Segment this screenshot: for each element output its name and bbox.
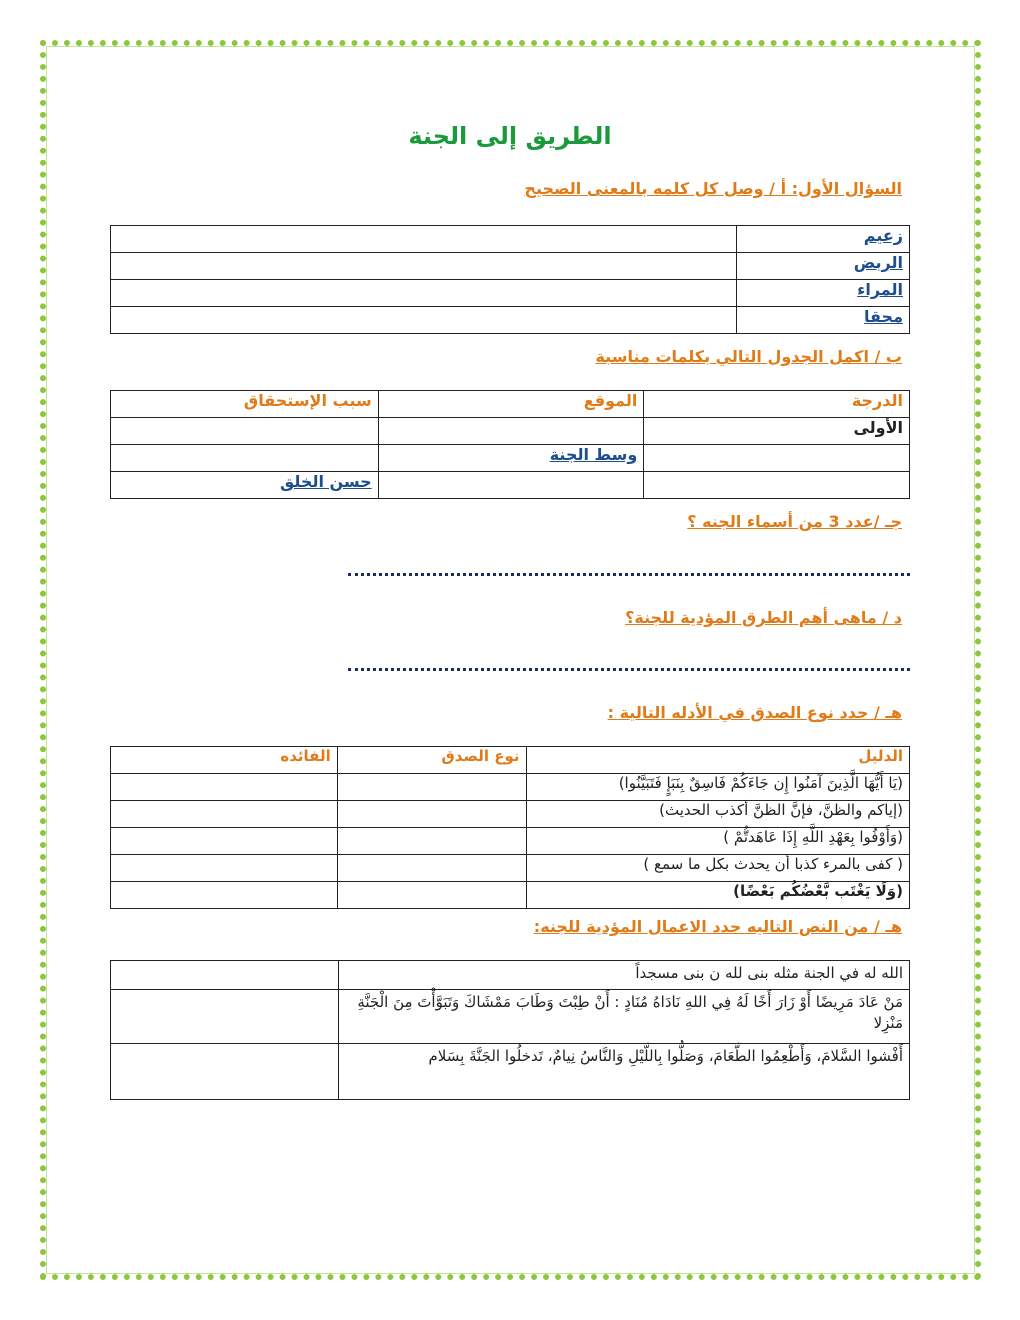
table-row bbox=[111, 1044, 910, 1100]
worksheet bbox=[110, 0, 910, 1320]
answer-cell[interactable] bbox=[111, 253, 737, 280]
answer-cell[interactable] bbox=[111, 1044, 339, 1100]
table-header-row bbox=[111, 391, 910, 418]
answer-cell[interactable] bbox=[337, 828, 526, 855]
page-title: الطريق إلى الجنة bbox=[408, 122, 612, 150]
evidence-cell: (إياكم والظنَّ، فإنَّ الظنَّ أكذب الحديث) bbox=[526, 801, 909, 828]
table-row bbox=[111, 990, 910, 1044]
table-row bbox=[111, 801, 910, 828]
table-cell[interactable] bbox=[644, 472, 910, 499]
table-row bbox=[111, 280, 910, 307]
answer-cell[interactable] bbox=[337, 774, 526, 801]
word-cell: زعيم bbox=[737, 226, 910, 253]
table-cell[interactable] bbox=[378, 418, 644, 445]
word-cell: محقا bbox=[737, 307, 910, 334]
hadith-table bbox=[110, 960, 910, 1100]
header-cell: الفائده bbox=[111, 747, 338, 774]
qd-heading: د / ماهى أهم الطرق المؤدية للجنة؟ bbox=[625, 608, 902, 627]
header-cell: سبب الإستحقاق bbox=[111, 391, 379, 418]
evidence-cell: ( كفى بالمرء كذبا أن يحدث بكل ما سمع ) bbox=[526, 855, 909, 882]
header-cell: نوع الصدق bbox=[337, 747, 526, 774]
table-row bbox=[111, 961, 910, 990]
levels-table bbox=[110, 390, 910, 499]
table-cell[interactable] bbox=[644, 445, 910, 472]
table-row bbox=[111, 855, 910, 882]
table-row bbox=[111, 253, 910, 280]
table-cell[interactable] bbox=[378, 472, 644, 499]
table-row bbox=[111, 418, 910, 445]
answer-cell[interactable] bbox=[111, 990, 339, 1044]
answer-cell[interactable] bbox=[111, 882, 338, 909]
table-row bbox=[111, 828, 910, 855]
answer-cell[interactable] bbox=[111, 280, 737, 307]
evidence-cell: (وَلَا يَغْتَب بَّعْضُكُم بَعْضًا) bbox=[526, 882, 909, 909]
header-cell: الدرجة bbox=[644, 391, 910, 418]
answer-cell[interactable] bbox=[337, 855, 526, 882]
table-row bbox=[111, 882, 910, 909]
answer-cell[interactable] bbox=[111, 226, 737, 253]
table-row bbox=[111, 445, 910, 472]
evidence-table bbox=[110, 746, 910, 909]
answer-cell[interactable] bbox=[111, 307, 737, 334]
qb-heading: ب / اكمل الجدول التالي بكلمات مناسبة bbox=[595, 347, 902, 366]
qc-heading: جـ /عدد 3 من أسماء الجنه ؟ bbox=[687, 512, 902, 531]
word-cell: الربض bbox=[737, 253, 910, 280]
header-cell: الدليل bbox=[526, 747, 909, 774]
answer-cell[interactable] bbox=[337, 801, 526, 828]
table-row bbox=[111, 472, 910, 499]
qf-heading: هـ / من النص التاليه حدد الاعمال المؤدية للجنه: bbox=[533, 917, 902, 936]
table-cell[interactable] bbox=[111, 445, 379, 472]
answer-line[interactable] bbox=[348, 668, 910, 671]
answer-cell[interactable] bbox=[111, 828, 338, 855]
table-cell[interactable] bbox=[111, 418, 379, 445]
answer-cell[interactable] bbox=[111, 801, 338, 828]
evidence-cell: (يَا أَيُّهَا الَّذِينَ آمَنُوا إِن جَاءَكُمْ فَاسِقٌ بِنَبَإٍ فَتَبَيَّنُوا) bbox=[526, 774, 909, 801]
answer-cell[interactable] bbox=[111, 855, 338, 882]
table-cell[interactable]: الأولى bbox=[644, 418, 910, 445]
matching-table bbox=[110, 225, 910, 334]
table-row bbox=[111, 226, 910, 253]
table-cell[interactable]: حسن الخلق bbox=[111, 472, 379, 499]
qe-heading: هـ / حدد نوع الصدق في الأدله التالية : bbox=[607, 703, 902, 722]
answer-cell[interactable] bbox=[337, 882, 526, 909]
answer-cell[interactable] bbox=[111, 774, 338, 801]
hadith-cell: أَفْشوا السَّلامَ، وَأَطْعِمُوا الطَّعَامَ، وَصَلُّوا بِاللَّيْلِ وَالنَّاسُ نِيامٌ، تَدخلُوا الجَنَّةَ بِسَلام bbox=[338, 1044, 909, 1100]
hadith-cell: الله له في الجنة مثله بنى لله ن بنى مسجداً bbox=[338, 961, 909, 990]
answer-cell[interactable] bbox=[111, 961, 339, 990]
table-header-row bbox=[111, 747, 910, 774]
word-cell: المراء bbox=[737, 280, 910, 307]
answer-line[interactable] bbox=[348, 573, 910, 576]
table-row bbox=[111, 774, 910, 801]
table-row bbox=[111, 307, 910, 334]
table-cell[interactable]: وسط الجنة bbox=[378, 445, 644, 472]
header-cell: الموقع bbox=[378, 391, 644, 418]
evidence-cell: (وَأَوْفُوا بِعَهْدِ اللَّهِ إِذَا عَاهَدتُّمْ ) bbox=[526, 828, 909, 855]
hadith-cell: مَنْ عَادَ مَرِيضًا أَوْ زَارَ أَخًا لَهُ فِي اللهِ نَادَاهُ مُنَادٍ : أَنْ طِبْتَ وَطَابَ مَمْشَاكَ وَتَبَوَّأْتَ مِنَ الْجَنَّةِ مَنْزِلا bbox=[338, 990, 909, 1044]
q1-heading: السؤال الأول: أ / وصل كل كلمه بالمعنى الصحيح bbox=[524, 179, 902, 198]
